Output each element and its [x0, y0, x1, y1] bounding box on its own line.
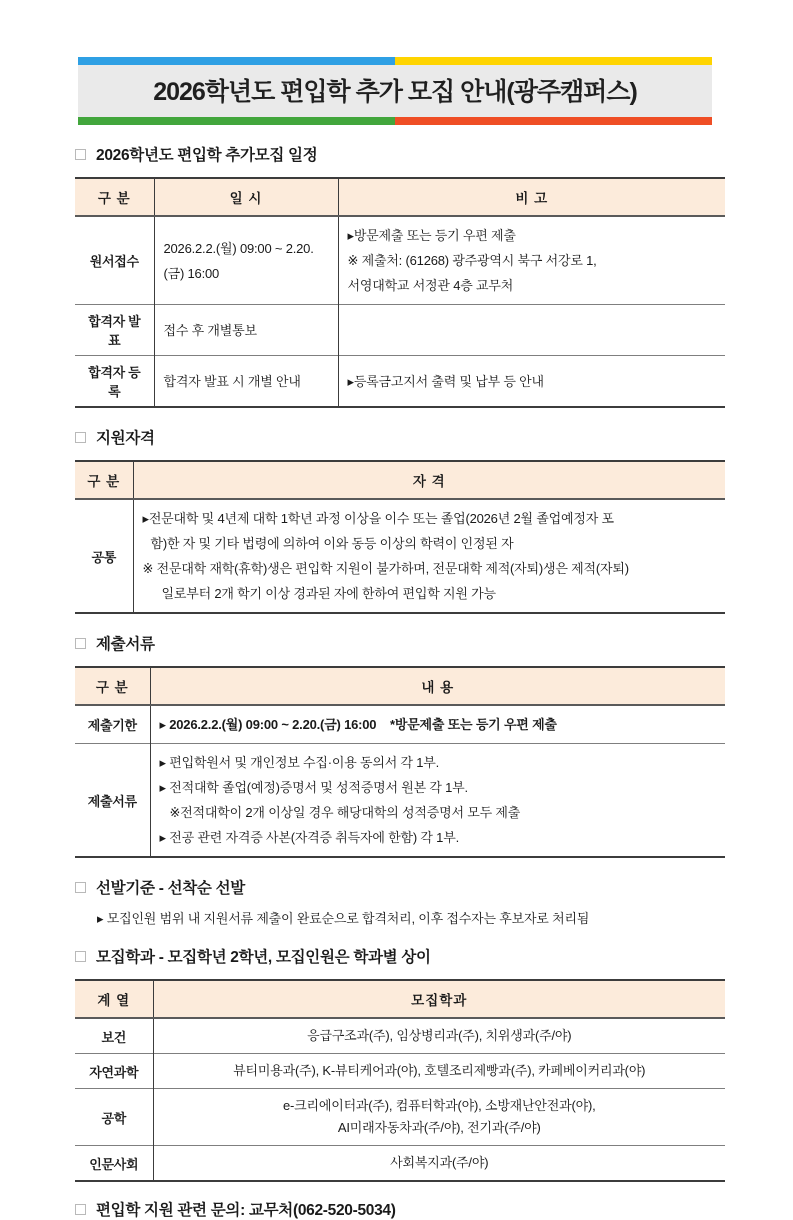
table-row-natural-science — [75, 1054, 725, 1089]
cell-line: e-크리에이터과(주), 컴퓨터학과(야), 소방재난안전과(야), — [282, 1098, 596, 1113]
row-label: 인문사회 — [75, 1146, 153, 1182]
section-heading-label: 선발기준 - 선착순 선발 — [96, 880, 245, 897]
cell-line: 접수 후 개별통보 — [163, 322, 257, 338]
cell-line: ※전적대학이 2개 이상일 경우 해당대학의 성적증명서 모두 제출 — [169, 805, 521, 820]
row-value — [154, 305, 338, 356]
column-header-bigo: 비 고 — [338, 178, 725, 216]
cell-line: ▸방문제출 또는 등기 우편 제출 — [347, 228, 516, 243]
cell-line: 응급구조과(주), 임상병리과(주), 치위생과(주/야) — [307, 1028, 572, 1043]
row-value — [133, 499, 725, 613]
cell-line: ※ 제출처: (61268) 광주광역시 북구 서강로 1, — [347, 253, 597, 268]
documents-table — [75, 666, 725, 858]
table-row-registration — [75, 356, 725, 408]
cell-line: 함)한 자 및 기타 법령에 의하여 이와 동등 이상의 학력이 인정된 자 — [150, 536, 514, 551]
table-row-announcement — [75, 305, 725, 356]
cell-line: ▸ 전적대학 졸업(예정)증명서 및 성적증명서 원본 각 1부. — [159, 780, 468, 795]
banner-top-bar — [78, 57, 712, 65]
cell-line: ▸등록금고지서 출력 및 납부 등 안내 — [347, 373, 544, 389]
square-bullet-icon — [75, 1204, 86, 1215]
banner-bar-yellow — [395, 57, 712, 65]
row-label: 공통 — [91, 549, 117, 565]
cell-line: 서영대학교 서정관 4층 교무처 — [347, 278, 514, 293]
row-label: 제출기한 — [87, 718, 137, 733]
column-header-gubun: 구 분 — [75, 461, 133, 499]
table-row-common — [75, 499, 725, 613]
row-value — [150, 744, 725, 858]
column-header-gubun: 구 분 — [75, 178, 154, 216]
section-heading-criteria — [75, 876, 725, 898]
eligibility-table — [75, 460, 725, 614]
cell-line: ▸전문대학 및 4년제 대학 1학년 과정 이상을 이수 또는 졸업(2026년 2월 졸업예정자 포 — [142, 511, 614, 526]
column-header-ilsi: 일 시 — [154, 178, 338, 216]
cell-line: 2026.2.2.(월) 09:00 ~ 2.20.(금) 16:00 — [163, 240, 314, 281]
table-row-health — [75, 1018, 725, 1054]
section-heading-label: 모집학과 - 모집학년 2학년, 모집인원은 학과별 상이 — [96, 949, 431, 966]
table-header-row — [75, 667, 725, 705]
row-label: 공학 — [75, 1089, 153, 1146]
row-value — [150, 705, 725, 744]
row-label: 보건 — [101, 1029, 127, 1045]
row-label: 자연과학 — [75, 1054, 153, 1089]
section-heading-eligibility — [75, 426, 725, 448]
cell-line: ▸ 전공 관련 자격증 사본(자격증 취득자에 한함) 각 1부. — [159, 830, 459, 845]
section-heading-schedule — [75, 143, 725, 165]
table-row-engineering — [75, 1089, 725, 1146]
cell-line: 합격자 발표 시 개별 안내 — [163, 373, 301, 389]
table-row-humanities — [75, 1146, 725, 1182]
column-header-jagyeok: 자 격 — [133, 461, 725, 499]
banner-bar-green — [78, 117, 395, 125]
row-note — [338, 305, 725, 356]
row-note — [338, 356, 725, 408]
section-heading-label: 2026학년도 편입학 추가모집 일정 — [96, 147, 318, 164]
table-row-documents — [75, 744, 725, 858]
table-row-deadline — [75, 705, 725, 744]
section-heading-majors — [75, 945, 725, 967]
cell-line: 뷰티미용과(주), K-뷰티케어과(야), 호텔조리제빵과(주), 카페베이커리과(야) — [233, 1063, 646, 1078]
cell-line: 사회복지과(주/야) — [390, 1155, 489, 1170]
document-title: 2026학년도 편입학 추가 모집 안내(광주캠퍼스) — [78, 65, 712, 117]
banner-bar-blue — [78, 57, 395, 65]
schedule-table — [75, 177, 725, 408]
row-label: 원서접수 — [89, 254, 139, 269]
square-bullet-icon — [75, 432, 86, 443]
row-note — [338, 216, 725, 305]
cell-line: AI미래자동차과(주/야), 전기과(주/야) — [337, 1120, 541, 1135]
cell-line: ▸ 2026.2.2.(월) 09:00 ~ 2.20.(금) 16:00 *방문제출 또는 등기 우편 제출 — [159, 717, 557, 732]
square-bullet-icon — [75, 951, 86, 962]
section-heading-label: 제출서류 — [96, 636, 155, 653]
square-bullet-icon — [75, 149, 86, 160]
title-banner — [78, 57, 712, 125]
table-row-application — [75, 216, 725, 305]
row-value — [154, 216, 338, 305]
table-header-row — [75, 461, 725, 499]
row-value — [153, 1146, 725, 1182]
column-header-gyeyeol: 계 열 — [75, 980, 153, 1018]
column-header-gubun: 구 분 — [75, 667, 150, 705]
row-value — [153, 1054, 725, 1089]
contact-heading-label: 편입학 지원 관련 문의: 교무처(062-520-5034) — [96, 1202, 396, 1219]
square-bullet-icon — [75, 882, 86, 893]
table-header-row — [75, 178, 725, 216]
row-label: 합격자 등록 — [75, 356, 154, 408]
column-header-mojip: 모집학과 — [153, 980, 725, 1018]
cell-line: 일로부터 2개 학기 이상 경과된 자에 한하여 편입학 지원 가능 — [161, 586, 496, 601]
row-label: 제출서류 — [75, 744, 150, 858]
section-heading-documents — [75, 632, 725, 654]
cell-line: ※ 전문대학 재학(휴학)생은 편입학 지원이 불가하며, 전문대학 제적(자퇴)생은 제적(자퇴) — [142, 561, 629, 576]
square-bullet-icon — [75, 638, 86, 649]
row-value — [154, 356, 338, 408]
banner-bar-red — [395, 117, 712, 125]
criteria-bullet-text: ▸ 모집인원 범위 내 지원서류 제출이 완료순으로 합격처리, 이후 접수자는 후보자로 처리됨 — [97, 911, 590, 926]
row-label: 합격자 발표 — [75, 305, 154, 356]
row-value — [153, 1089, 725, 1146]
section-heading-label: 지원자격 — [96, 430, 155, 447]
majors-table — [75, 979, 725, 1182]
table-header-row — [75, 980, 725, 1018]
row-value — [153, 1018, 725, 1054]
section-heading-contact — [75, 1198, 725, 1220]
column-header-naeyong: 내 용 — [150, 667, 725, 705]
banner-bottom-bar — [78, 117, 712, 125]
cell-line: ▸ 편입학원서 및 개인정보 수집·이용 동의서 각 1부. — [159, 755, 440, 770]
